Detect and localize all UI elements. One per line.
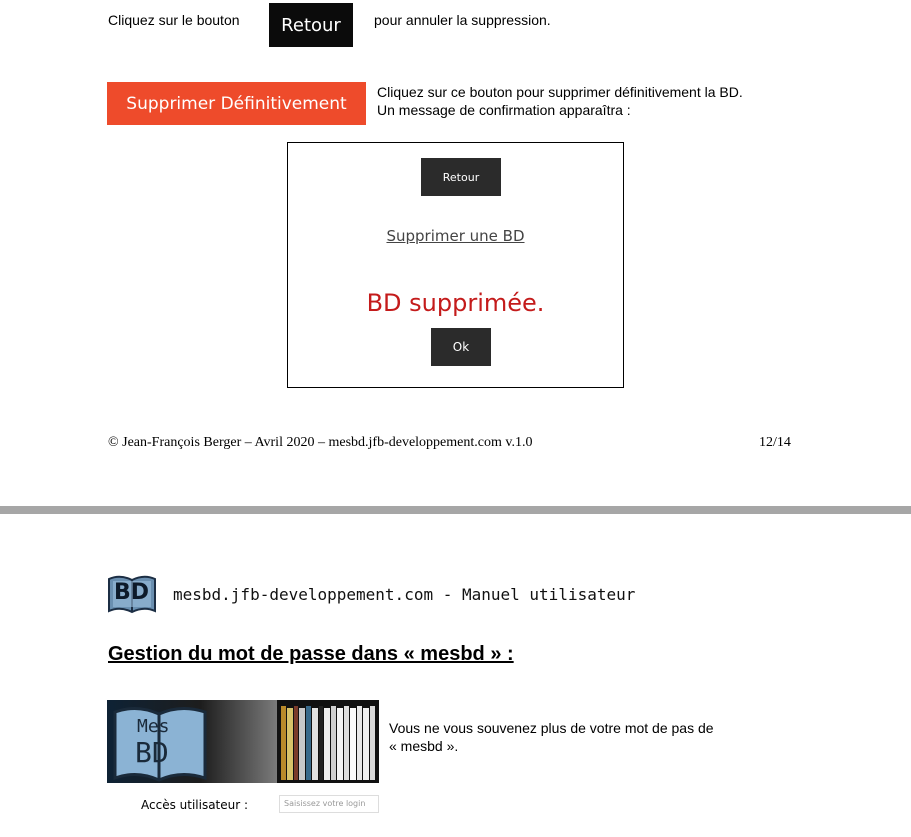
logo-text: BD [114, 580, 150, 605]
footer-copyright: © Jean-François Berger – Avril 2020 – mesbd.jfb-developpement.com v.1.0 [108, 435, 533, 450]
retour-button[interactable]: Retour [269, 3, 353, 47]
retour-instruction-suffix: pour annuler la suppression. [374, 12, 551, 28]
login-input[interactable]: Saisissez votre login [279, 795, 379, 813]
section-title: Gestion du mot de passe dans « mesbd » : [108, 643, 514, 665]
banner-logo-line2: BD [135, 736, 169, 769]
footer-page-number: 12/14 [759, 435, 791, 450]
delete-instruction-line2: Un message de confirmation apparaîtra : [377, 102, 631, 118]
banner-description-line2: « mesbd ». [389, 738, 459, 754]
dialog-ok-button[interactable]: Ok [431, 328, 491, 366]
retour-instruction-prefix: Cliquez sur le bouton [108, 12, 240, 28]
page-separator [0, 506, 911, 514]
dialog-deleted-message: BD supprimée. [366, 289, 545, 317]
dialog-retour-button[interactable]: Retour [421, 158, 501, 196]
delete-instruction-line1: Cliquez sur ce bouton pour supprimer définitivement la BD. [377, 84, 743, 100]
dialog-title-link[interactable]: Supprimer une BD [386, 227, 525, 245]
header-title: mesbd.jfb-developpement.com - Manuel utilisateur [173, 585, 636, 604]
acces-utilisateur-label: Accès utilisateur : [141, 798, 249, 812]
banner-description-line1: Vous ne vous souvenez plus de votre mot de pas de [389, 720, 714, 736]
mesbd-banner-image [107, 700, 379, 783]
delete-permanently-button[interactable]: Supprimer Définitivement [107, 82, 366, 125]
banner-logo-line1: Mes [137, 716, 170, 737]
mesbd-logo-icon [107, 573, 157, 615]
confirmation-dialog [287, 142, 624, 388]
